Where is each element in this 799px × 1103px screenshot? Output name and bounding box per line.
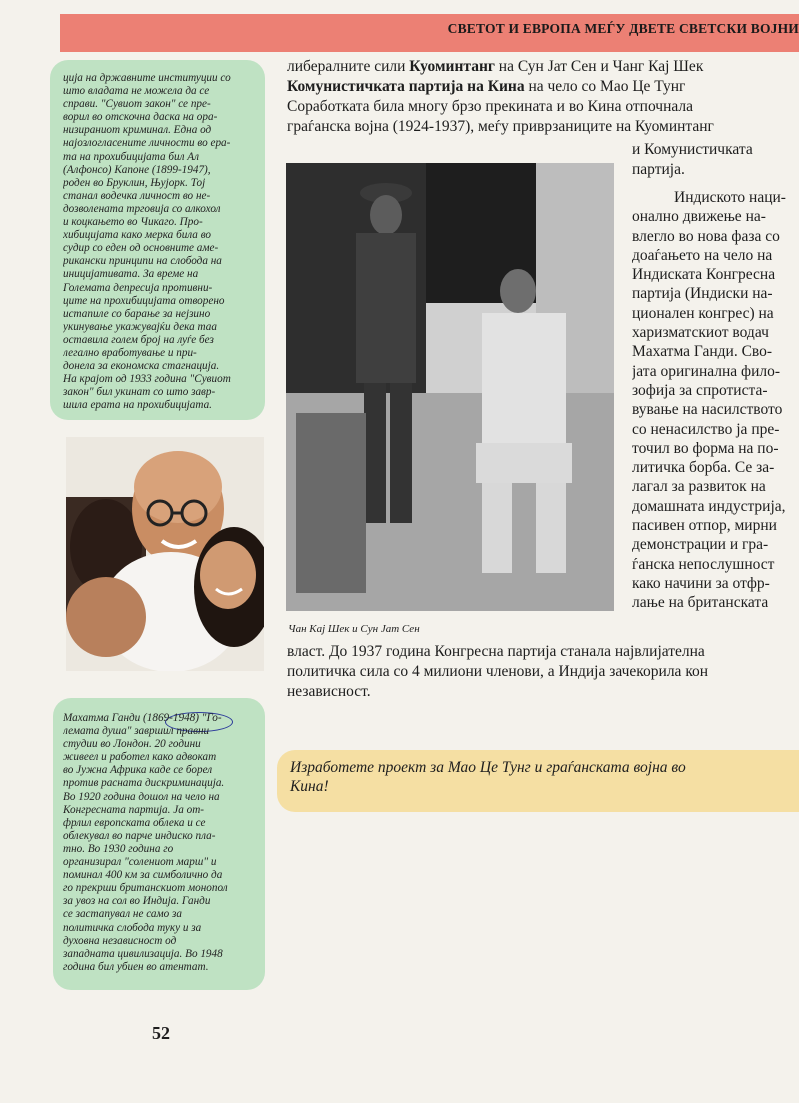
text-line: ѓанска непослушност — [632, 555, 775, 573]
text-line: против расната дискриминација. — [63, 777, 225, 790]
text-line: најозлогласените личности во ера- — [63, 137, 231, 150]
text-line: влегло во нова фаза со — [632, 227, 780, 245]
text-line: та на прохибицијата бил Ал — [63, 150, 199, 163]
project-task-text — [290, 758, 686, 796]
text-line: облекувал во парче индиско пла- — [63, 829, 216, 842]
text-line: тно. Во 1930 година го — [63, 842, 174, 855]
text-line: дозволената трговија со алкохол — [63, 202, 221, 215]
gandhi-photo — [66, 437, 264, 671]
intro-line-6: партија. — [632, 161, 685, 178]
text-line: духовна независност од — [63, 934, 177, 947]
text-line: донела за економска стагнација. — [63, 360, 220, 373]
text-line: во Јужна Африка каде се борел — [63, 764, 213, 777]
text-line: оставила голем број на луѓе без — [63, 333, 214, 346]
text-line: студии во Лондон. 20 години — [63, 738, 201, 751]
intro-line-4: граѓанска војна (1924-1937), меѓу приврзаниците на Куоминтанг — [287, 118, 714, 135]
text-line: станал водечка личност во не- — [63, 189, 211, 202]
final-line-3: независност. — [287, 683, 371, 700]
text-line: Конгресната партија. Ја от- — [63, 803, 204, 816]
text-line: година бил убиен во атентат. — [63, 960, 209, 973]
text-line: точил во форма на по- — [632, 439, 779, 457]
intro-line-1 — [287, 57, 703, 76]
text-line: истапиле со барање за нејзино — [63, 307, 211, 320]
text-line: Махатма Ганди (1869-1948) "Го- — [63, 712, 222, 724]
text-line: Големата депресија противни- — [63, 281, 213, 294]
final-line-1: власт. До 1937 година Конгресна партија станала највлијателна — [287, 643, 705, 660]
text-line: (Алфонсо) Капоне (1899-1947), — [63, 163, 211, 176]
text-line: рикански принципи на слобода на — [63, 255, 222, 268]
text-line: западната цивилизација. Во 1948 — [63, 947, 223, 960]
text-line: политичка слобода туку и за — [63, 921, 202, 934]
text-line: шила ерата на прохибицијата. — [63, 399, 212, 412]
text-line: лемата душа" завршил правни — [63, 725, 210, 738]
text-line: лагал за развиток на — [632, 478, 766, 496]
text-line: литичка борба. Се за- — [632, 459, 775, 477]
text-line: хибицијата како мерка била во — [63, 229, 211, 242]
communist-party-term: Комунистичката партија на Кина — [287, 78, 525, 95]
text-line: како начини за отфр- — [632, 574, 770, 592]
india-column — [632, 188, 799, 613]
text-line: справи. "Сувиот закон" се пре- — [63, 98, 211, 111]
text-fragment: на Сун Јат Сен и Чанг Кај Шек — [494, 58, 704, 75]
text-line: харизматскиот водач — [632, 324, 769, 342]
project-line-1: Изработете проект за Мао Це Тунг и граѓанската војна во — [290, 759, 686, 776]
chapter-title: СВЕТОТ И ЕВРОПА МЕЃУ ДВЕТЕ СВЕТСКИ ВОЈНИ — [447, 21, 799, 36]
text-line: пасивен отпор, мирни — [632, 517, 777, 535]
text-line: укинување укажувајќи дека таа — [63, 320, 217, 333]
text-line: демонстрации и гра- — [632, 536, 769, 554]
intro-line-2 — [287, 77, 685, 96]
text-line: роден во Бруклин, Њујорк. Тој — [63, 176, 206, 189]
text-line: домашната индустрија, — [632, 497, 786, 515]
text-line: со ненасилство ја пре- — [632, 420, 780, 438]
text-line: поминал 400 км за симболично да — [63, 869, 223, 882]
sidebar-prohibition-text — [63, 72, 251, 412]
text-line: легално вработување и при- — [63, 346, 197, 359]
text-line: иницијативата. За време на — [63, 268, 199, 281]
project-line-2: Кина! — [290, 778, 329, 795]
text-fragment: на чело со Мао Це Тунг — [524, 78, 686, 95]
text-line: вување на насилството — [632, 401, 783, 419]
text-line: низираниот криминал. Една од — [63, 124, 212, 137]
intro-line-5: и Комунистичката — [632, 141, 753, 158]
text-line: ворил во отскочна даска на ора- — [63, 111, 218, 124]
text-line: што владата не можела да се — [63, 85, 210, 98]
text-line: Индиското наци- — [674, 189, 786, 206]
text-line: го прекрши британскиот монопол — [63, 882, 228, 895]
text-line: доаѓањето на чело на — [632, 246, 773, 264]
text-line: ците на прохибицијата отворено — [63, 294, 225, 307]
text-line: партија (Индиски на- — [632, 285, 773, 303]
text-line: ционален конгрес) на — [632, 304, 774, 322]
kuomintang-term: Куоминтанг — [409, 58, 495, 75]
page-number: 52 — [152, 1023, 170, 1043]
text-line: за увоз на сол во Индија. Ганди — [63, 895, 211, 908]
text-line: Индиската Конгресна — [632, 266, 776, 284]
text-line: јата оригинална фило- — [632, 362, 781, 380]
chapter-header-bar — [60, 14, 799, 52]
text-line: онално движење на- — [632, 208, 766, 226]
intro-line-3: Соработката била многу брзо прекината и во Кина отпочнала — [287, 98, 694, 115]
sidebar-gandhi-text — [63, 712, 255, 974]
text-line: закон" бил укинат со што завр- — [63, 386, 216, 399]
text-line: се застапувал не само за — [63, 908, 182, 921]
text-line: ција на државните институции со — [63, 72, 231, 84]
text-line: организирал "солениот марш" и — [63, 856, 217, 869]
final-line-2: политичка сила со 4 милиони членови, а Индија зачекорила кон — [287, 663, 709, 680]
photo-caption: Чан Кај Шек и Сун Јат Сен — [288, 623, 420, 635]
text-line: фрлил европската облека и се — [63, 816, 206, 829]
text-line: лање на британската — [632, 594, 769, 612]
text-line: живеел и работел како адвокат — [63, 751, 217, 764]
text-fragment: либералните сили — [287, 58, 410, 75]
text-line: На крајот од 1933 година "Сувиот — [63, 373, 231, 386]
text-line: Во 1920 година дошол на чело на — [63, 790, 220, 803]
text-line: Махатма Ганди. Сво- — [632, 343, 773, 361]
text-line: и коцкањето во Чикаго. Про- — [63, 216, 203, 229]
text-line: судир со еден од основните аме- — [63, 242, 219, 255]
chiang-sun-photo — [286, 163, 614, 611]
text-line: зофија за спротиста- — [632, 381, 768, 399]
